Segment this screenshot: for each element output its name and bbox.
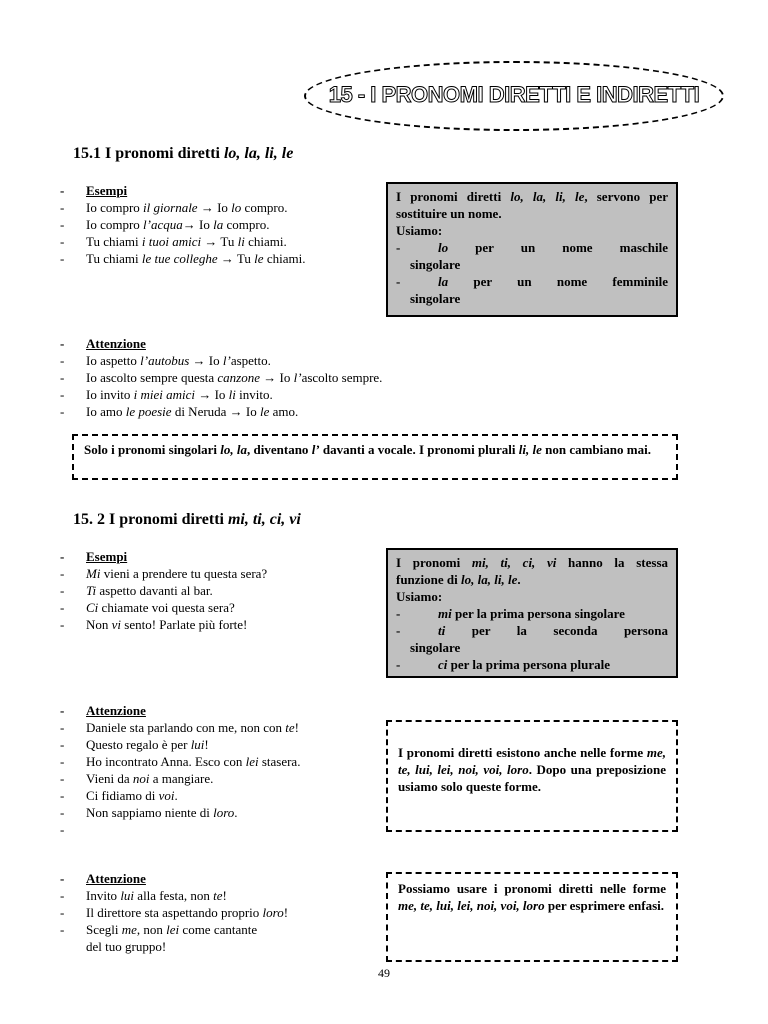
list-item: - Daniele sta parlando con me, non con te! (60, 719, 300, 736)
attenzione-list-3 (60, 870, 288, 938)
grammar-box-mi-ti: I pronomi mi, ti, ci, vi hanno la stessa funzione di lo, la, li, le. Usiamo: - mi per la prima persona singolare - ti per la seconda persona singolare - ci per la prima persona plurale (386, 548, 678, 678)
list-item: - Tu chiami le tue colleghe → Tu le chiami. (60, 250, 305, 267)
list-item-continuation: del tuo gruppo! (86, 939, 167, 954)
list-item: - Non sappiamo niente di loro. (60, 804, 300, 821)
grammar-box-lo-la: I pronomi diretti lo, la, li, le, servono per sostituire un nome. Usiamo: - lo per un nome maschile singolare - la per un nome femminile singolare (386, 182, 678, 317)
list-item (60, 821, 300, 838)
list-item: - Invito lui alla festa, non te! (60, 887, 288, 904)
list-item: - Io invito i miei amici → Io li invito. (60, 386, 382, 403)
list-item: - Ti aspetto davanti al bar. (60, 582, 267, 599)
list-item: - Io compro il giornale → Io lo compro. (60, 199, 305, 216)
list-item: - Ci chiamate voi questa sera? (60, 599, 267, 616)
esempi-label: - Esempi (60, 548, 267, 565)
esempi-list-1 (60, 182, 305, 267)
esempi-list-2 (60, 548, 267, 633)
list-item: - Io aspetto l’autobus → Io l’aspetto. (60, 352, 382, 369)
section-heading-15-1: 15.1 I pronomi diretti lo, la, li, le (73, 145, 294, 162)
list-item: - Ho incontrato Anna. Esco con lei stasera. (60, 753, 300, 770)
list-item: - Ci fidiamo di voi. (60, 787, 300, 804)
list-item: - Io compro l’acqua→ Io la compro. (60, 216, 305, 233)
list-item: - Il direttore sta aspettando proprio loro! (60, 904, 288, 921)
section-heading-15-2: 15. 2 I pronomi diretti mi, ti, ci, vi (73, 511, 301, 528)
attenzione-label: - Attenzione (60, 702, 300, 719)
attenzione-list-2 (60, 702, 300, 838)
chapter-title: 15 - I PRONOMI DIRETTI E INDIRETTI (328, 82, 700, 107)
list-item: - Io ascolto sempre questa canzone → Io l’ascolto sempre. (60, 369, 382, 386)
attenzione-label: - Attenzione (60, 335, 382, 352)
note-box-preposizione: I pronomi diretti esistono anche nelle forme me, te, lui, lei, noi, voi, loro. Dopo una preposizione usiamo solo queste forme. (386, 720, 678, 832)
attenzione-label: - Attenzione (60, 870, 288, 887)
list-item: - Scegli me, non lei come cantante (60, 921, 288, 938)
list-item: - Mi vieni a prendere tu questa sera? (60, 565, 267, 582)
list-item: - Tu chiami i tuoi amici → Tu li chiami. (60, 233, 305, 250)
attenzione-list-1 (60, 335, 382, 420)
list-item: - Vieni da noi a mangiare. (60, 770, 300, 787)
note-box-singolari: Solo i pronomi singolari lo, la, diventano l’ davanti a vocale. I pronomi plurali li, le non cambiano mai. (72, 434, 678, 480)
esempi-label: - Esempi (60, 182, 305, 199)
list-item: - Non vi sento! Parlate più forte! (60, 616, 267, 633)
list-item: - Io amo le poesie di Neruda → Io le amo. (60, 403, 382, 420)
list-item: - Questo regalo è per lui! (60, 736, 300, 753)
page-number: 49 (378, 966, 390, 980)
note-box-enfasi: Possiamo usare i pronomi diretti nelle forme me, te, lui, lei, noi, voi, loro per esprimere enfasi. (386, 872, 678, 962)
